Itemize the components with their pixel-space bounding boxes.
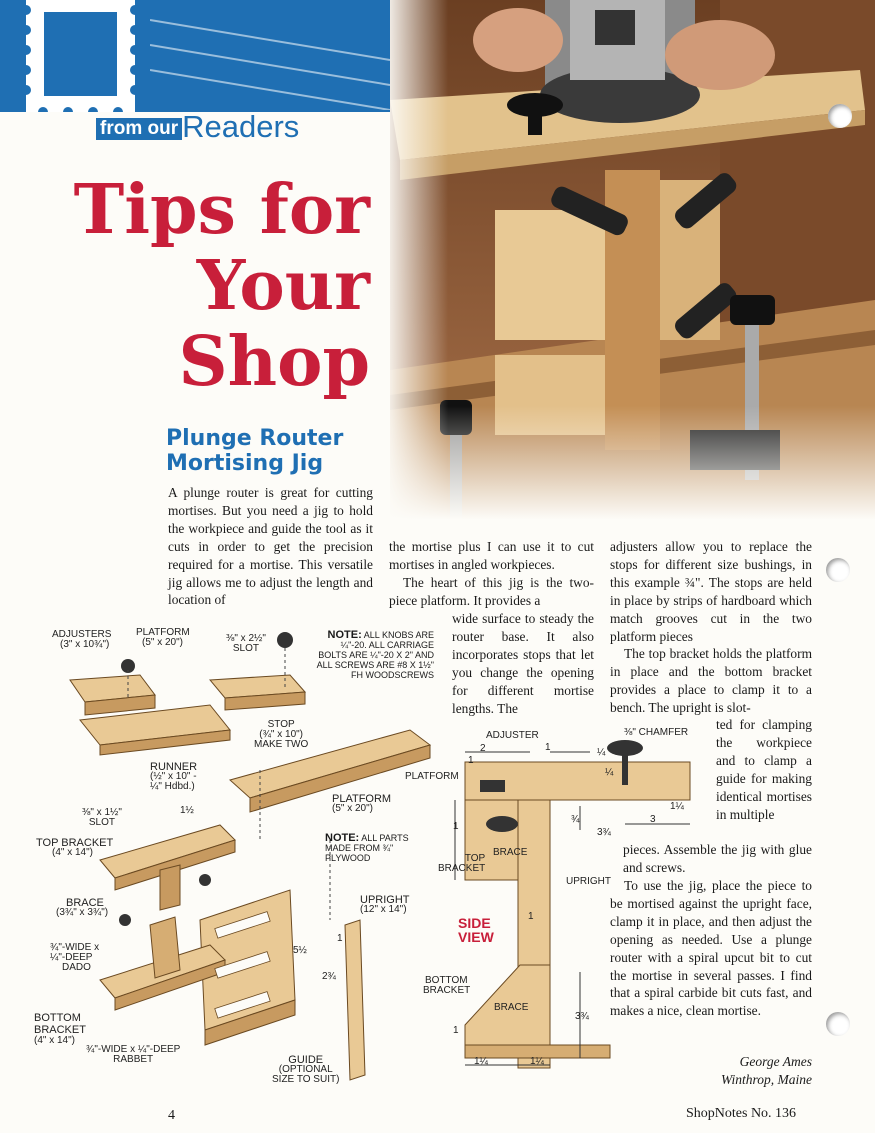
label-text: BRACE — [66, 897, 104, 909]
note-material — [325, 833, 425, 863]
label-dim: SLOT — [232, 643, 260, 654]
sv-d1top: 1 — [468, 755, 474, 766]
body-column-2 — [389, 538, 594, 610]
label-dado — [50, 943, 99, 973]
label-platform-top — [136, 628, 190, 648]
sv-brace-bottom: BRACE — [494, 1002, 529, 1013]
label-text: BOTTOM BRACKET — [34, 1012, 86, 1036]
label-text: BOTTOM — [425, 975, 468, 986]
section-label — [96, 109, 299, 145]
label-brace — [56, 898, 108, 918]
label-dim: (3¾" x 3¾") — [56, 907, 109, 918]
sv-platform: PLATFORM — [405, 771, 459, 782]
author-name: George Ames — [739, 1054, 812, 1069]
label-text: SIDE — [458, 915, 491, 931]
sv-title — [458, 916, 494, 944]
sv-dq1: ¼ — [597, 747, 606, 758]
label-text: PLATFORM — [136, 627, 190, 638]
label-dim: (12" x 14") — [360, 904, 407, 915]
page-title — [60, 172, 370, 400]
issue-label: ShopNotes No. 136 — [686, 1106, 797, 1121]
article-title — [166, 426, 396, 476]
label-platform-mid — [332, 794, 391, 814]
label-runner — [150, 762, 197, 792]
label-dim: BRACKET — [423, 985, 471, 996]
label-top-bracket — [36, 838, 113, 858]
section-readers: Readers — [182, 109, 300, 144]
label-dim: (½" x 10" - — [150, 771, 197, 782]
paragraph: pieces. Assemble the jig with glue and screws. — [623, 842, 812, 875]
sv-d33qb: 3¾ — [575, 1011, 589, 1022]
sv-d3q: ¾ — [571, 814, 580, 825]
label-slot-a — [226, 634, 266, 654]
author-location: Winthrop, Maine — [721, 1072, 812, 1087]
label-dim: (¾" x 10") — [259, 729, 304, 740]
label-guide — [272, 1055, 339, 1085]
article-title-line: Plunge Router — [166, 426, 344, 451]
sv-d2: 2 — [480, 743, 486, 754]
sv-d1bot: 1 — [453, 1025, 459, 1036]
label-dim: (4" x 14") — [34, 1035, 76, 1046]
sv-d33q: 3¾ — [597, 827, 611, 838]
label-text: ⅜" x 1½" — [82, 807, 122, 818]
sv-bottom-bracket — [423, 976, 470, 996]
sv-chamfer: ⅜" CHAMFER — [624, 727, 689, 738]
sv-d1: 1 — [545, 742, 551, 753]
article-title-line: Mortising Jig — [166, 451, 324, 476]
label-slot-b — [82, 808, 122, 828]
sv-d1q: 1¼ — [670, 801, 684, 812]
sv-d1left: 1 — [453, 821, 459, 832]
label-text: ¾"-WIDE x ¼"-DEEP — [86, 1044, 181, 1055]
label-dim: (5" x 20") — [332, 803, 374, 814]
label-dim: (3" x 10¾") — [60, 639, 110, 650]
label-text: ¾"-WIDE x — [50, 942, 100, 953]
label-dim: SIZE TO SUIT) — [272, 1074, 340, 1085]
label-dim: (OPTIONAL — [278, 1064, 333, 1075]
label-text: ⅜" x 2½" — [226, 633, 266, 644]
decorative-lines — [150, 0, 390, 110]
sv-d3: 3 — [650, 814, 656, 825]
label-text: TOP — [464, 853, 486, 864]
body-column-2-wrap — [452, 610, 594, 717]
paragraph: ted for clamping the workpiece and to clamp a guide for making identical mortises in multiple — [716, 717, 812, 822]
label-dim-1: 1 — [337, 933, 343, 944]
label-adjusters — [52, 630, 111, 650]
label-text: ADJUSTERS — [52, 629, 112, 640]
paragraph: the mortise plus I can use it to cut mortises in angled workpieces. — [389, 539, 594, 572]
binder-hole — [826, 1012, 850, 1036]
page-number: 4 — [168, 1108, 175, 1123]
label-dim: DADO — [62, 962, 91, 973]
sv-d1qa: 1¼ — [474, 1056, 488, 1067]
sv-d1qb: 1¼ — [530, 1056, 544, 1067]
label-upright — [360, 895, 410, 915]
sv-brace-top: BRACE — [493, 847, 528, 858]
binder-hole — [828, 104, 852, 128]
binder-hole — [826, 558, 850, 582]
note-heading: NOTE: — [327, 629, 362, 641]
body-column-1 — [168, 484, 373, 609]
router-jig-photo — [390, 0, 875, 520]
section-from: from our — [96, 118, 182, 140]
stamp-icon — [18, 0, 143, 118]
label-bottom-bracket — [34, 1012, 104, 1046]
label-dim-2-3q: 2¾ — [322, 971, 336, 982]
label-dim-5half: 5½ — [293, 945, 307, 956]
paragraph: The top bracket holds the platform in place and the bottom bracket provides a place to clamp it to a bench. The upright is slot- — [610, 646, 812, 716]
sv-upright: UPRIGHT — [566, 876, 611, 887]
label-dim: ¼" Hdbd.) — [150, 781, 195, 792]
sv-d1mid: 1 — [528, 911, 534, 922]
label-dim: BRACKET — [438, 863, 486, 874]
label-qty: MAKE TWO — [254, 739, 309, 750]
label-dim: ¼"-DEEP — [50, 952, 93, 963]
page-title-line: Your — [196, 246, 370, 326]
page-title-line: Tips for — [73, 170, 370, 250]
label-text: PLATFORM — [332, 793, 392, 805]
label-dim: (5" x 20") — [142, 637, 184, 648]
label-dim-1half: 1½ — [180, 805, 194, 816]
label-text: RUNNER — [150, 761, 198, 773]
label-dim: RABBET — [113, 1054, 154, 1065]
body-column-3 — [610, 538, 812, 717]
paragraph: The heart of this jig is the two-piece platform. It provides a — [389, 574, 594, 608]
label-stop — [254, 720, 308, 750]
label-rabbet — [86, 1045, 180, 1065]
paragraph: A plunge router is great for cutting mortises. But you need a jig to hold the workpiece and guide the tool as it cuts in order to get the precision required for a mortise. This versatile jig allows me to adjust the length and location of — [168, 485, 373, 608]
label-dim: SLOT — [88, 817, 116, 828]
sv-dq2: ¼ — [605, 767, 614, 778]
label-dim: VIEW — [458, 929, 494, 945]
note-text: ALL KNOBS ARE ¼"-20. ALL CARRIAGE BOLTS ARE ¼"-20 X 2" AND ALL SCREWS ARE #8 X 1½" FH WOODSCREWS — [316, 630, 434, 680]
label-text: GUIDE — [288, 1054, 324, 1066]
label-text: UPRIGHT — [360, 894, 410, 906]
page-title-line: Shop — [178, 322, 370, 402]
paragraph: wide surface to steady the router base. It also incorporates stops that let you change the opening for different mortise lengths. The — [452, 611, 594, 716]
note-text: ALL PARTS MADE FROM ¾" PLYWOOD — [325, 833, 409, 863]
label-dim: (4" x 14") — [52, 847, 94, 858]
note-hardware — [312, 630, 434, 680]
label-text: TOP BRACKET — [36, 837, 114, 849]
body-column-3-wrap — [716, 716, 812, 823]
label-text: STOP — [267, 719, 295, 730]
sv-adjuster: ADJUSTER — [486, 730, 539, 741]
paragraph: adjusters allow you to replace the stops for different size bushings, in this example ¾". The stops are held in place by strips of hardboard which match grooves cut in the two platform pieces — [610, 539, 812, 644]
note-heading: NOTE: — [325, 832, 360, 844]
sv-top-bracket — [438, 854, 485, 874]
paragraph: To use the jig, place the piece to be mortised against the upright face, clamp it in place, and then adjust the opening as needed. Use a plunge router with a spiral upcut bit to cut the mortise in several passes. I find that a spiral carbide bit cuts fast, and makes a nice, clean mortise. — [610, 878, 812, 1019]
